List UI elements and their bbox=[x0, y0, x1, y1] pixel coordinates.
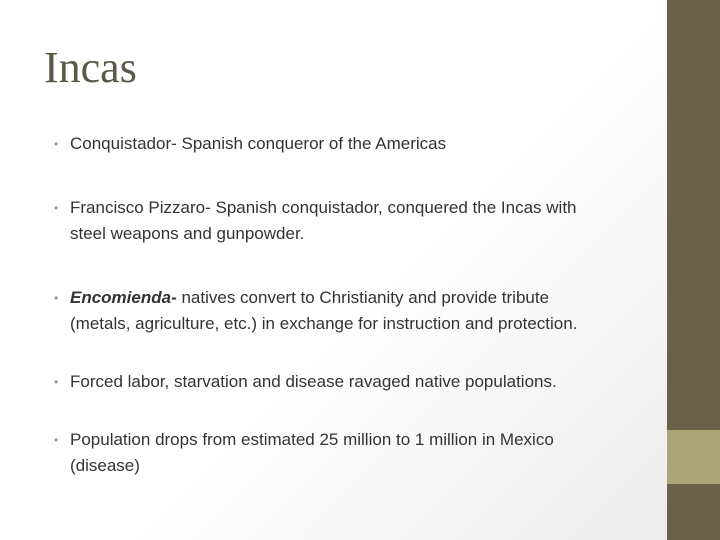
bullet-term: Encomienda- bbox=[70, 288, 177, 307]
bullet-item-pizarro bbox=[54, 195, 614, 247]
sidebar-accent-block bbox=[667, 430, 720, 484]
bullet-icon: • bbox=[54, 201, 59, 215]
bullet-text: Population drops from estimated 25 million to 1 million in Mexico (disease) bbox=[70, 430, 554, 475]
bullet-icon: • bbox=[54, 291, 59, 305]
bullet-icon: • bbox=[54, 433, 59, 447]
bullet-text: Forced labor, starvation and disease ravaged native populations. bbox=[70, 372, 557, 391]
bullet-icon: • bbox=[54, 137, 59, 151]
bullet-text-group bbox=[54, 285, 614, 337]
bullet-item-forced-labor bbox=[54, 369, 614, 395]
bullet-text: natives convert to Christianity and provide tribute (metals, agriculture, etc.) in exchange for instruction and protection. bbox=[70, 288, 578, 333]
bullet-text: Francisco Pizzaro- Spanish conquistador, conquered the Incas with steel weapons and gunpowder. bbox=[70, 198, 577, 243]
sidebar-decoration-bottom bbox=[667, 484, 720, 540]
sidebar-decoration-top bbox=[667, 0, 720, 430]
bullet-icon: • bbox=[54, 375, 59, 389]
slide-title: Incas bbox=[44, 43, 137, 92]
bullet-item-encomienda bbox=[54, 285, 614, 337]
bullet-text: Conquistador- Spanish conqueror of the Americas bbox=[70, 134, 447, 153]
bullet-item-conquistador bbox=[54, 131, 614, 157]
bullet-item-population bbox=[54, 427, 614, 479]
